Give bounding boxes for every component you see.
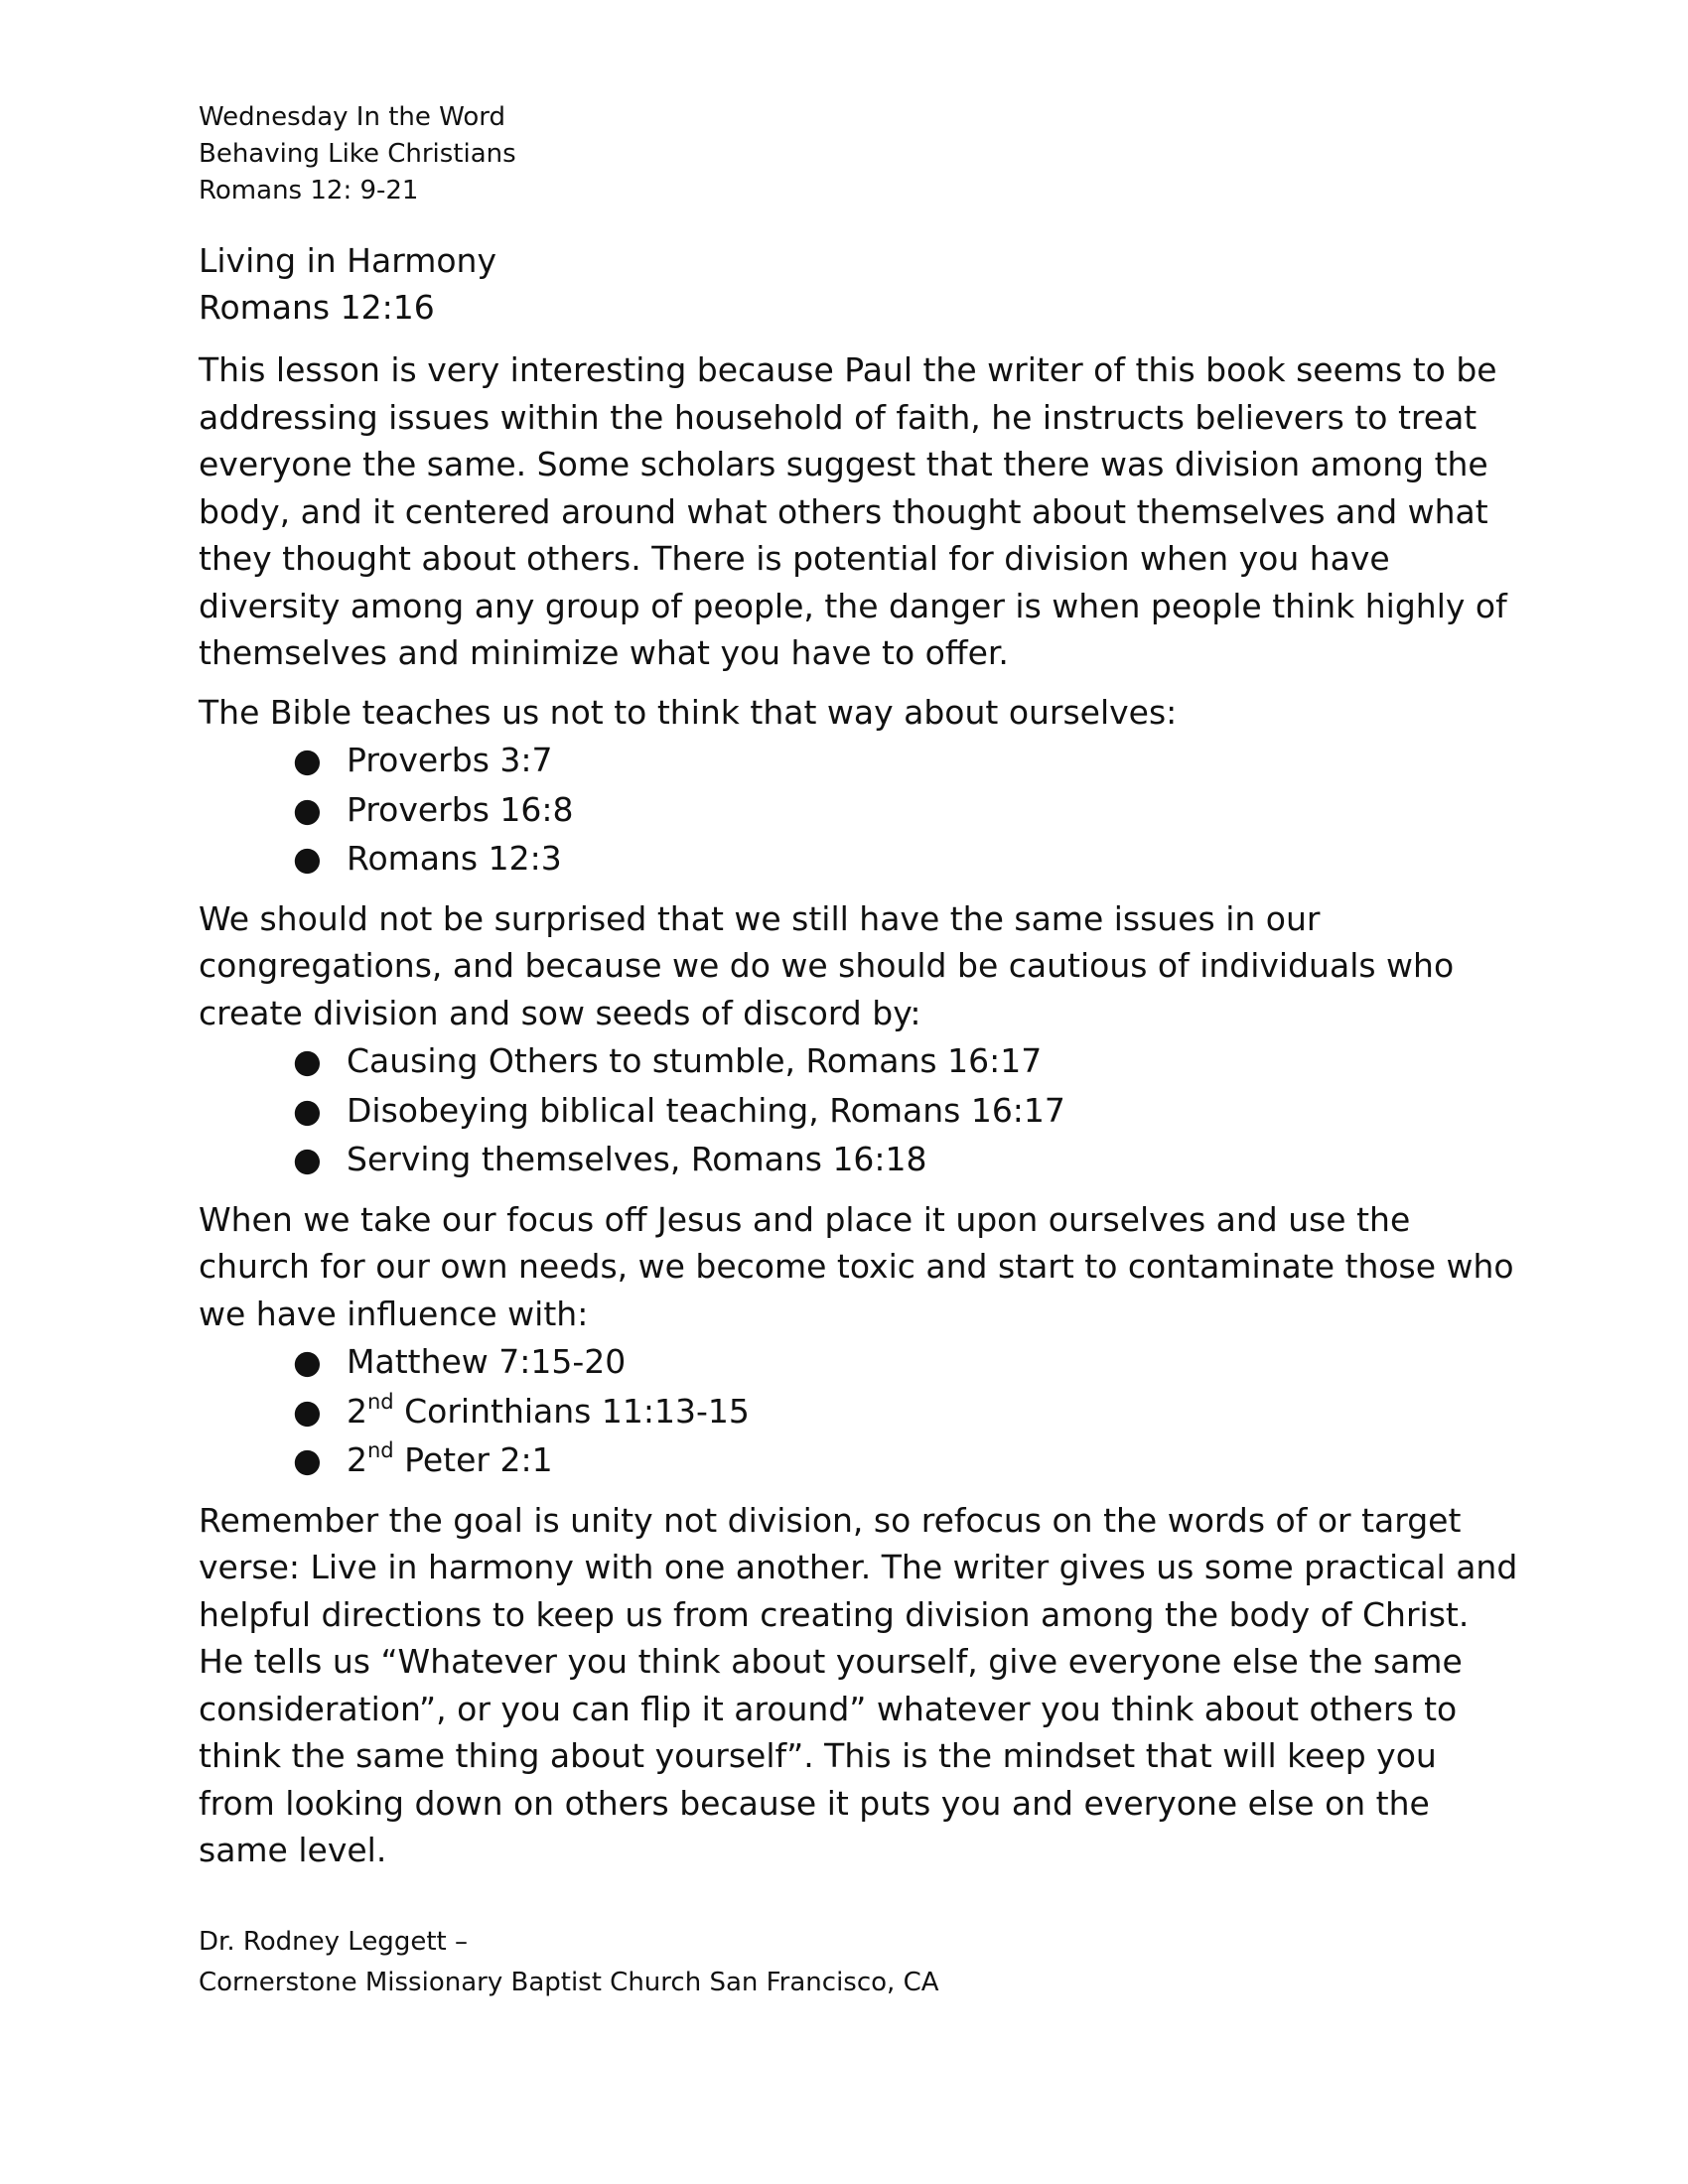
- ordinal-number: 2: [347, 1391, 367, 1431]
- list-item-text: Disobeying biblical teaching, Romans 16:17: [347, 1090, 1065, 1130]
- intro-paragraph: This lesson is very interesting because Paul the writer of this book seems to be addressing issues within the household of faith, he instructs believers to treat everyone the same. Some scholars suggest that there was division among the body, and it centered around what others thought about themselves and what they thought about others. There is potential for division when you have diversity among any group of people, the danger is when people think highly of themselves and minimize what you have to offer.: [199, 350, 1507, 672]
- list-item-text: Proverbs 16:8: [347, 789, 574, 829]
- not-surprised-paragraph: We should not be surprised that we still have the same issues in our congregations, and because we do we should be cautious of individuals who create division and sow seeds of discord by:: [199, 898, 1455, 1032]
- ordinal-suffix: nd: [367, 1389, 394, 1414]
- list-item: [293, 1086, 1519, 1136]
- remember-paragraph: Remember the goal is unity not division, so refocus on the words of or target verse: Live in harmony with one another. The writer gives us some practical and helpful directions to keep us from creating division among the body of Christ. He tells us “Whatever you think about yourself, give everyone else the same consideration”, or you can flip it around” whatever you think about others to think the same thing about yourself”. This is the mindset that will keep you from looking down on others because it puts you and everyone else on the same level.: [199, 1500, 1518, 1869]
- bullet-icon: ●: [293, 839, 322, 878]
- list-item: [293, 1135, 1519, 1184]
- footer-block: [199, 1922, 1519, 2003]
- list-item: [293, 1435, 1519, 1485]
- bullet-icon: ●: [293, 1041, 322, 1080]
- list-item-text: Serving themselves, Romans 16:18: [347, 1140, 927, 1178]
- list-item: [293, 1337, 1519, 1387]
- list-item: [293, 1036, 1519, 1086]
- topic-title: Living in Harmony: [199, 241, 496, 280]
- toxic-verses-list: [199, 1337, 1519, 1485]
- division-causes-list: [199, 1036, 1519, 1184]
- list-item-text: Peter 2:1: [393, 1440, 553, 1479]
- bullet-icon: ●: [293, 1090, 322, 1130]
- document-page: [199, 99, 1519, 1874]
- list-item: [293, 834, 1519, 884]
- list-item-text: Corinthians 11:13-15: [393, 1391, 750, 1431]
- bible-teaches-paragraph: The Bible teaches us not to think that way about ourselves:: [199, 692, 1178, 732]
- topic-verse: Romans 12:16: [199, 288, 435, 327]
- bullet-icon: ●: [293, 1440, 322, 1479]
- bullet-icon: ●: [293, 789, 322, 829]
- think-verses-list: [199, 736, 1519, 884]
- church-name: Cornerstone Missionary Baptist Church San Francisco, CA: [199, 1968, 939, 1997]
- lesson-passage: Romans 12: 9-21: [199, 176, 419, 205]
- list-item-text: Romans 12:3: [347, 839, 562, 878]
- ordinal-number: 2: [347, 1440, 367, 1479]
- bullet-icon: ●: [293, 1342, 322, 1381]
- list-item: [293, 785, 1519, 835]
- list-item-text: Causing Others to stumble, Romans 16:17: [347, 1041, 1043, 1080]
- lesson-title: Behaving Like Christians: [199, 139, 516, 169]
- list-item-text: Proverbs 3:7: [347, 741, 553, 779]
- title-block: [199, 237, 1519, 331]
- series-name: Wednesday In the Word: [199, 102, 505, 132]
- bullet-icon: ●: [293, 1140, 322, 1178]
- list-item: [293, 736, 1519, 785]
- list-item-text: Matthew 7:15-20: [347, 1342, 627, 1381]
- focus-off-paragraph: When we take our focus off Jesus and place it upon ourselves and use the church for our own needs, we become toxic and start to contaminate those who we have influence with:: [199, 1199, 1514, 1333]
- header-block: [199, 99, 1519, 209]
- bullet-icon: ●: [293, 1391, 322, 1431]
- author-name: Dr. Rodney Leggett –: [199, 1927, 468, 1957]
- bullet-icon: ●: [293, 741, 322, 779]
- list-item: [293, 1387, 1519, 1436]
- ordinal-suffix: nd: [367, 1438, 394, 1462]
